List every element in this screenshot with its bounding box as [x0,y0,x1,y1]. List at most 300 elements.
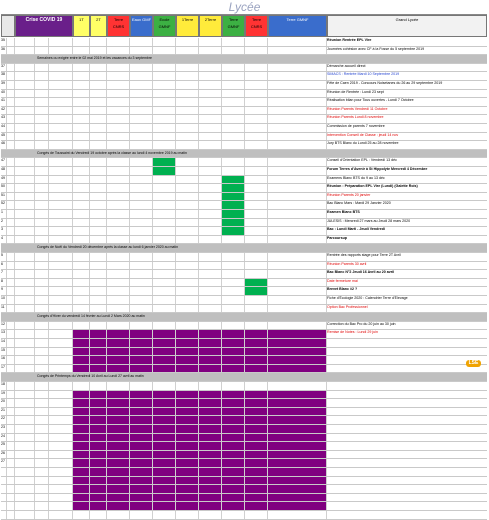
grid-cell[interactable] [15,201,35,209]
grid-cell[interactable] [73,279,90,287]
grid-cell[interactable] [268,296,327,304]
grid-cell[interactable] [90,64,107,72]
grid-cell[interactable] [153,201,176,209]
grid-cell[interactable] [107,193,130,201]
grid-cell[interactable] [49,176,73,184]
grid-cell[interactable] [49,391,73,399]
grid-cell[interactable] [107,47,130,55]
grid-cell[interactable] [90,253,107,261]
grid-cell[interactable] [268,201,327,209]
grid-cell[interactable] [268,133,327,141]
grid-cell[interactable] [327,511,487,519]
grid-cell[interactable] [49,356,73,364]
grid-cell[interactable] [49,193,73,201]
grid-cell[interactable] [73,64,90,72]
grid-cell[interactable] [90,279,107,287]
grid-cell[interactable] [49,141,73,149]
grid-cell[interactable] [15,184,35,192]
grid-cell[interactable] [130,305,153,313]
grid-cell[interactable] [268,322,327,330]
grid-cell[interactable] [35,339,49,347]
grid-cell[interactable] [15,382,35,390]
grid-cell[interactable] [15,451,35,459]
grid-cell[interactable] [153,322,176,330]
grid-cell[interactable] [176,287,199,295]
grid-cell[interactable] [90,468,107,476]
grid-cell[interactable] [73,47,90,55]
grid-cell[interactable] [107,201,130,209]
grid-cell[interactable] [49,201,73,209]
grid-cell[interactable] [35,408,49,416]
grid-cell[interactable] [7,72,15,80]
grid-cell[interactable] [245,322,268,330]
grid-cell[interactable] [7,262,15,270]
grid-cell[interactable] [7,193,15,201]
grid-cell[interactable] [327,115,487,123]
grid-cell[interactable] [176,98,199,106]
grid-cell[interactable] [90,201,107,209]
grid-cell[interactable] [73,193,90,201]
grid-cell[interactable] [49,494,73,502]
grid-cell[interactable] [130,124,153,132]
grid-cell[interactable] [7,287,15,295]
grid-cell[interactable] [90,451,107,459]
grid-cell[interactable] [7,296,15,304]
grid-cell[interactable] [176,459,199,467]
grid-cell[interactable] [199,262,222,270]
grid-cell[interactable] [130,227,153,235]
grid-cell[interactable] [176,502,199,510]
grid-cell[interactable] [245,356,268,364]
grid-cell[interactable] [222,425,245,433]
grid-cell[interactable] [15,270,35,278]
grid-cell[interactable] [49,38,73,46]
grid-cell[interactable] [327,287,487,295]
grid-cell[interactable] [90,305,107,313]
grid-cell[interactable] [107,408,130,416]
grid-cell[interactable] [90,38,107,46]
grid-cell[interactable] [245,72,268,80]
grid-cell[interactable] [130,382,153,390]
grid-cell[interactable] [7,416,15,424]
grid-cell[interactable] [107,38,130,46]
grid-cell[interactable] [130,176,153,184]
grid-cell[interactable] [268,107,327,115]
grid-cell[interactable] [49,133,73,141]
grid-cell[interactable] [7,141,15,149]
grid-cell[interactable] [49,305,73,313]
grid-cell[interactable] [7,210,15,218]
grid-cell[interactable] [245,305,268,313]
grid-cell[interactable] [153,459,176,467]
grid-cell[interactable] [15,133,35,141]
grid-cell[interactable] [199,382,222,390]
grid-cell[interactable] [90,425,107,433]
grid-cell[interactable] [268,227,327,235]
grid-cell[interactable] [73,434,90,442]
grid-cell[interactable] [176,339,199,347]
grid-cell[interactable] [327,193,487,201]
grid-cell[interactable] [199,167,222,175]
grid-cell[interactable] [7,434,15,442]
grid-cell[interactable] [268,442,327,450]
grid-cell[interactable] [153,193,176,201]
grid-cell[interactable] [130,408,153,416]
grid-cell[interactable] [73,115,90,123]
grid-cell[interactable] [35,158,49,166]
grid-cell[interactable] [107,322,130,330]
grid-cell[interactable] [268,38,327,46]
grid-cell[interactable] [176,253,199,261]
grid-cell[interactable] [107,468,130,476]
grid-cell[interactable] [153,425,176,433]
grid-cell[interactable] [268,167,327,175]
grid-cell[interactable] [107,90,130,98]
grid-cell[interactable] [130,64,153,72]
grid-cell[interactable] [15,442,35,450]
grid-cell[interactable] [49,184,73,192]
grid-cell[interactable] [222,296,245,304]
grid-cell[interactable] [130,115,153,123]
grid-cell[interactable] [199,98,222,106]
grid-cell[interactable] [49,72,73,80]
grid-cell[interactable] [15,339,35,347]
grid-cell[interactable] [268,98,327,106]
grid-cell[interactable] [107,339,130,347]
grid-cell[interactable] [268,219,327,227]
grid-cell[interactable] [90,81,107,89]
grid-cell[interactable] [153,382,176,390]
grid-cell[interactable] [222,494,245,502]
header-col-3[interactable]: Terre CNRS [107,15,130,37]
grid-cell[interactable] [245,201,268,209]
grid-cell[interactable] [107,158,130,166]
grid-cell[interactable] [35,176,49,184]
grid-cell[interactable] [153,356,176,364]
grid-cell[interactable] [130,391,153,399]
grid-cell[interactable] [73,38,90,46]
grid-cell[interactable] [327,356,487,364]
grid-cell[interactable] [199,399,222,407]
grid-cell[interactable] [222,416,245,424]
grid-cell[interactable] [176,382,199,390]
grid-cell[interactable] [268,382,327,390]
grid-cell[interactable] [35,201,49,209]
grid-cell[interactable] [268,511,327,519]
grid-cell[interactable] [107,287,130,295]
grid-cell[interactable] [199,107,222,115]
grid-cell[interactable] [107,133,130,141]
grid-cell[interactable] [90,236,107,244]
grid-cell[interactable] [35,210,49,218]
grid-cell[interactable] [35,72,49,80]
grid-cell[interactable] [176,133,199,141]
grid-cell[interactable] [90,511,107,519]
grid-cell[interactable] [222,502,245,510]
grid-cell[interactable] [90,322,107,330]
grid-cell[interactable] [130,262,153,270]
grid-cell[interactable] [153,167,176,175]
grid-cell[interactable] [130,365,153,373]
grid-cell[interactable] [130,485,153,493]
grid-cell[interactable] [327,365,487,373]
grid-cell[interactable] [7,477,15,485]
grid-cell[interactable] [199,511,222,519]
grid-cell[interactable] [73,451,90,459]
grid-cell[interactable] [176,158,199,166]
grid-cell[interactable] [176,64,199,72]
grid-cell[interactable] [222,451,245,459]
grid-cell[interactable] [268,408,327,416]
grid-cell[interactable] [199,176,222,184]
grid-cell[interactable] [15,287,35,295]
grid-cell[interactable] [268,365,327,373]
grid-cell[interactable] [7,90,15,98]
grid-cell[interactable] [49,382,73,390]
grid-cell[interactable] [245,227,268,235]
grid-cell[interactable] [7,115,15,123]
grid-cell[interactable] [176,451,199,459]
header-col-6[interactable]: 1Terre [176,15,199,37]
grid-cell[interactable] [222,468,245,476]
grid-cell[interactable] [35,64,49,72]
grid-cell[interactable] [15,141,35,149]
grid-cell[interactable] [153,511,176,519]
grid-cell[interactable] [199,425,222,433]
grid-cell[interactable] [176,38,199,46]
grid-cell[interactable] [130,38,153,46]
grid-cell[interactable] [15,485,35,493]
grid-cell[interactable] [7,305,15,313]
grid-cell[interactable] [73,81,90,89]
grid-cell[interactable] [35,262,49,270]
grid-cell[interactable] [153,339,176,347]
grid-cell[interactable] [35,279,49,287]
grid-cell[interactable] [15,494,35,502]
header-col-1[interactable]: 1T [73,15,90,37]
grid-cell[interactable] [130,141,153,149]
grid-cell[interactable] [107,279,130,287]
grid-cell[interactable] [49,399,73,407]
grid-cell[interactable] [268,158,327,166]
grid-cell[interactable] [90,219,107,227]
grid-cell[interactable] [327,425,487,433]
grid-cell[interactable] [176,193,199,201]
grid-cell[interactable] [176,399,199,407]
grid-cell[interactable] [130,511,153,519]
grid-cell[interactable] [35,193,49,201]
grid-cell[interactable] [222,184,245,192]
grid-cell[interactable] [153,502,176,510]
grid-cell[interactable] [245,296,268,304]
grid-cell[interactable] [15,227,35,235]
grid-cell[interactable] [7,158,15,166]
grid-cell[interactable] [73,356,90,364]
grid-cell[interactable] [7,47,15,55]
grid-cell[interactable] [15,434,35,442]
grid-cell[interactable] [222,485,245,493]
grid-cell[interactable] [35,468,49,476]
header-col-9[interactable]: Terre CNRS [245,15,268,37]
grid-cell[interactable] [176,434,199,442]
grid-cell[interactable] [90,434,107,442]
grid-cell[interactable] [90,296,107,304]
grid-cell[interactable] [90,416,107,424]
grid-cell[interactable] [15,98,35,106]
grid-cell[interactable] [35,305,49,313]
grid-cell[interactable] [327,485,487,493]
grid-cell[interactable] [199,133,222,141]
header-col-10[interactable]: Terre GMNF [268,15,327,37]
grid-cell[interactable] [327,399,487,407]
grid-cell[interactable] [245,502,268,510]
grid-cell[interactable] [130,502,153,510]
grid-cell[interactable] [130,167,153,175]
grid-cell[interactable] [15,425,35,433]
grid-cell[interactable] [268,193,327,201]
grid-cell[interactable] [222,399,245,407]
grid-cell[interactable] [153,107,176,115]
grid-cell[interactable] [49,425,73,433]
grid-cell[interactable] [130,210,153,218]
grid-cell[interactable] [107,356,130,364]
grid-cell[interactable] [153,494,176,502]
grid-cell[interactable] [153,133,176,141]
grid-cell[interactable] [130,348,153,356]
grid-cell[interactable] [222,90,245,98]
grid-cell[interactable] [176,485,199,493]
grid-cell[interactable] [327,38,487,46]
grid-cell[interactable] [268,124,327,132]
grid-cell[interactable] [245,330,268,338]
grid-cell[interactable] [245,124,268,132]
grid-cell[interactable] [15,167,35,175]
grid-cell[interactable] [268,115,327,123]
grid-cell[interactable] [35,502,49,510]
grid-cell[interactable] [199,270,222,278]
grid-cell[interactable] [49,236,73,244]
grid-cell[interactable] [199,193,222,201]
grid-cell[interactable] [49,330,73,338]
grid-cell[interactable] [245,287,268,295]
grid-cell[interactable] [245,348,268,356]
grid-cell[interactable] [107,72,130,80]
grid-cell[interactable] [153,124,176,132]
grid-cell[interactable] [35,459,49,467]
grid-cell[interactable] [245,408,268,416]
grid-cell[interactable] [73,287,90,295]
grid-cell[interactable] [268,176,327,184]
grid-cell[interactable] [245,477,268,485]
grid-cell[interactable] [153,219,176,227]
grid-cell[interactable] [327,279,487,287]
grid-cell[interactable] [327,158,487,166]
grid-cell[interactable] [73,365,90,373]
grid-cell[interactable] [130,416,153,424]
grid-cell[interactable] [107,115,130,123]
grid-cell[interactable] [268,47,327,55]
grid-cell[interactable] [327,167,487,175]
grid-cell[interactable] [130,287,153,295]
grid-cell[interactable] [107,219,130,227]
grid-cell[interactable] [327,459,487,467]
grid-cell[interactable] [327,442,487,450]
grid-cell[interactable] [176,511,199,519]
grid-cell[interactable] [199,434,222,442]
grid-cell[interactable] [90,477,107,485]
grid-cell[interactable] [199,391,222,399]
grid-cell[interactable] [35,98,49,106]
grid-cell[interactable] [49,477,73,485]
grid-cell[interactable] [245,365,268,373]
grid-cell[interactable] [130,133,153,141]
grid-cell[interactable] [130,339,153,347]
grid-cell[interactable] [73,494,90,502]
grid-cell[interactable] [130,459,153,467]
grid-cell[interactable] [245,399,268,407]
grid-cell[interactable] [73,485,90,493]
grid-cell[interactable] [35,227,49,235]
grid-cell[interactable] [222,38,245,46]
grid-cell[interactable] [90,47,107,55]
grid-cell[interactable] [107,348,130,356]
grid-cell[interactable] [35,330,49,338]
grid-cell[interactable] [268,391,327,399]
grid-cell[interactable] [7,107,15,115]
grid-cell[interactable] [49,287,73,295]
grid-cell[interactable] [35,38,49,46]
grid-cell[interactable] [90,193,107,201]
grid-cell[interactable] [130,494,153,502]
grid-cell[interactable] [176,201,199,209]
grid-cell[interactable] [73,107,90,115]
grid-cell[interactable] [49,365,73,373]
grid-cell[interactable] [245,236,268,244]
grid-cell[interactable] [130,184,153,192]
grid-cell[interactable] [176,219,199,227]
grid-cell[interactable] [199,477,222,485]
grid-cell[interactable] [245,434,268,442]
grid-cell[interactable] [153,365,176,373]
grid-cell[interactable] [245,184,268,192]
grid-cell[interactable] [49,296,73,304]
grid-cell[interactable] [153,391,176,399]
grid-cell[interactable] [130,425,153,433]
grid-cell[interactable] [245,253,268,261]
grid-cell[interactable] [327,81,487,89]
grid-cell[interactable] [90,348,107,356]
grid-cell[interactable] [35,416,49,424]
grid-cell[interactable] [268,262,327,270]
grid-cell[interactable] [153,408,176,416]
grid-cell[interactable] [15,219,35,227]
grid-cell[interactable] [222,47,245,55]
grid-cell[interactable] [222,115,245,123]
grid-cell[interactable] [153,451,176,459]
grid-cell[interactable] [107,391,130,399]
grid-cell[interactable] [7,330,15,338]
grid-cell[interactable] [222,64,245,72]
header-col-4[interactable]: Eaux GMF [130,15,153,37]
grid-cell[interactable] [73,219,90,227]
grid-cell[interactable] [222,330,245,338]
grid-cell[interactable] [222,201,245,209]
grid-cell[interactable] [327,416,487,424]
grid-cell[interactable] [199,330,222,338]
grid-cell[interactable] [327,322,487,330]
grid-cell[interactable] [73,330,90,338]
grid-cell[interactable] [176,468,199,476]
